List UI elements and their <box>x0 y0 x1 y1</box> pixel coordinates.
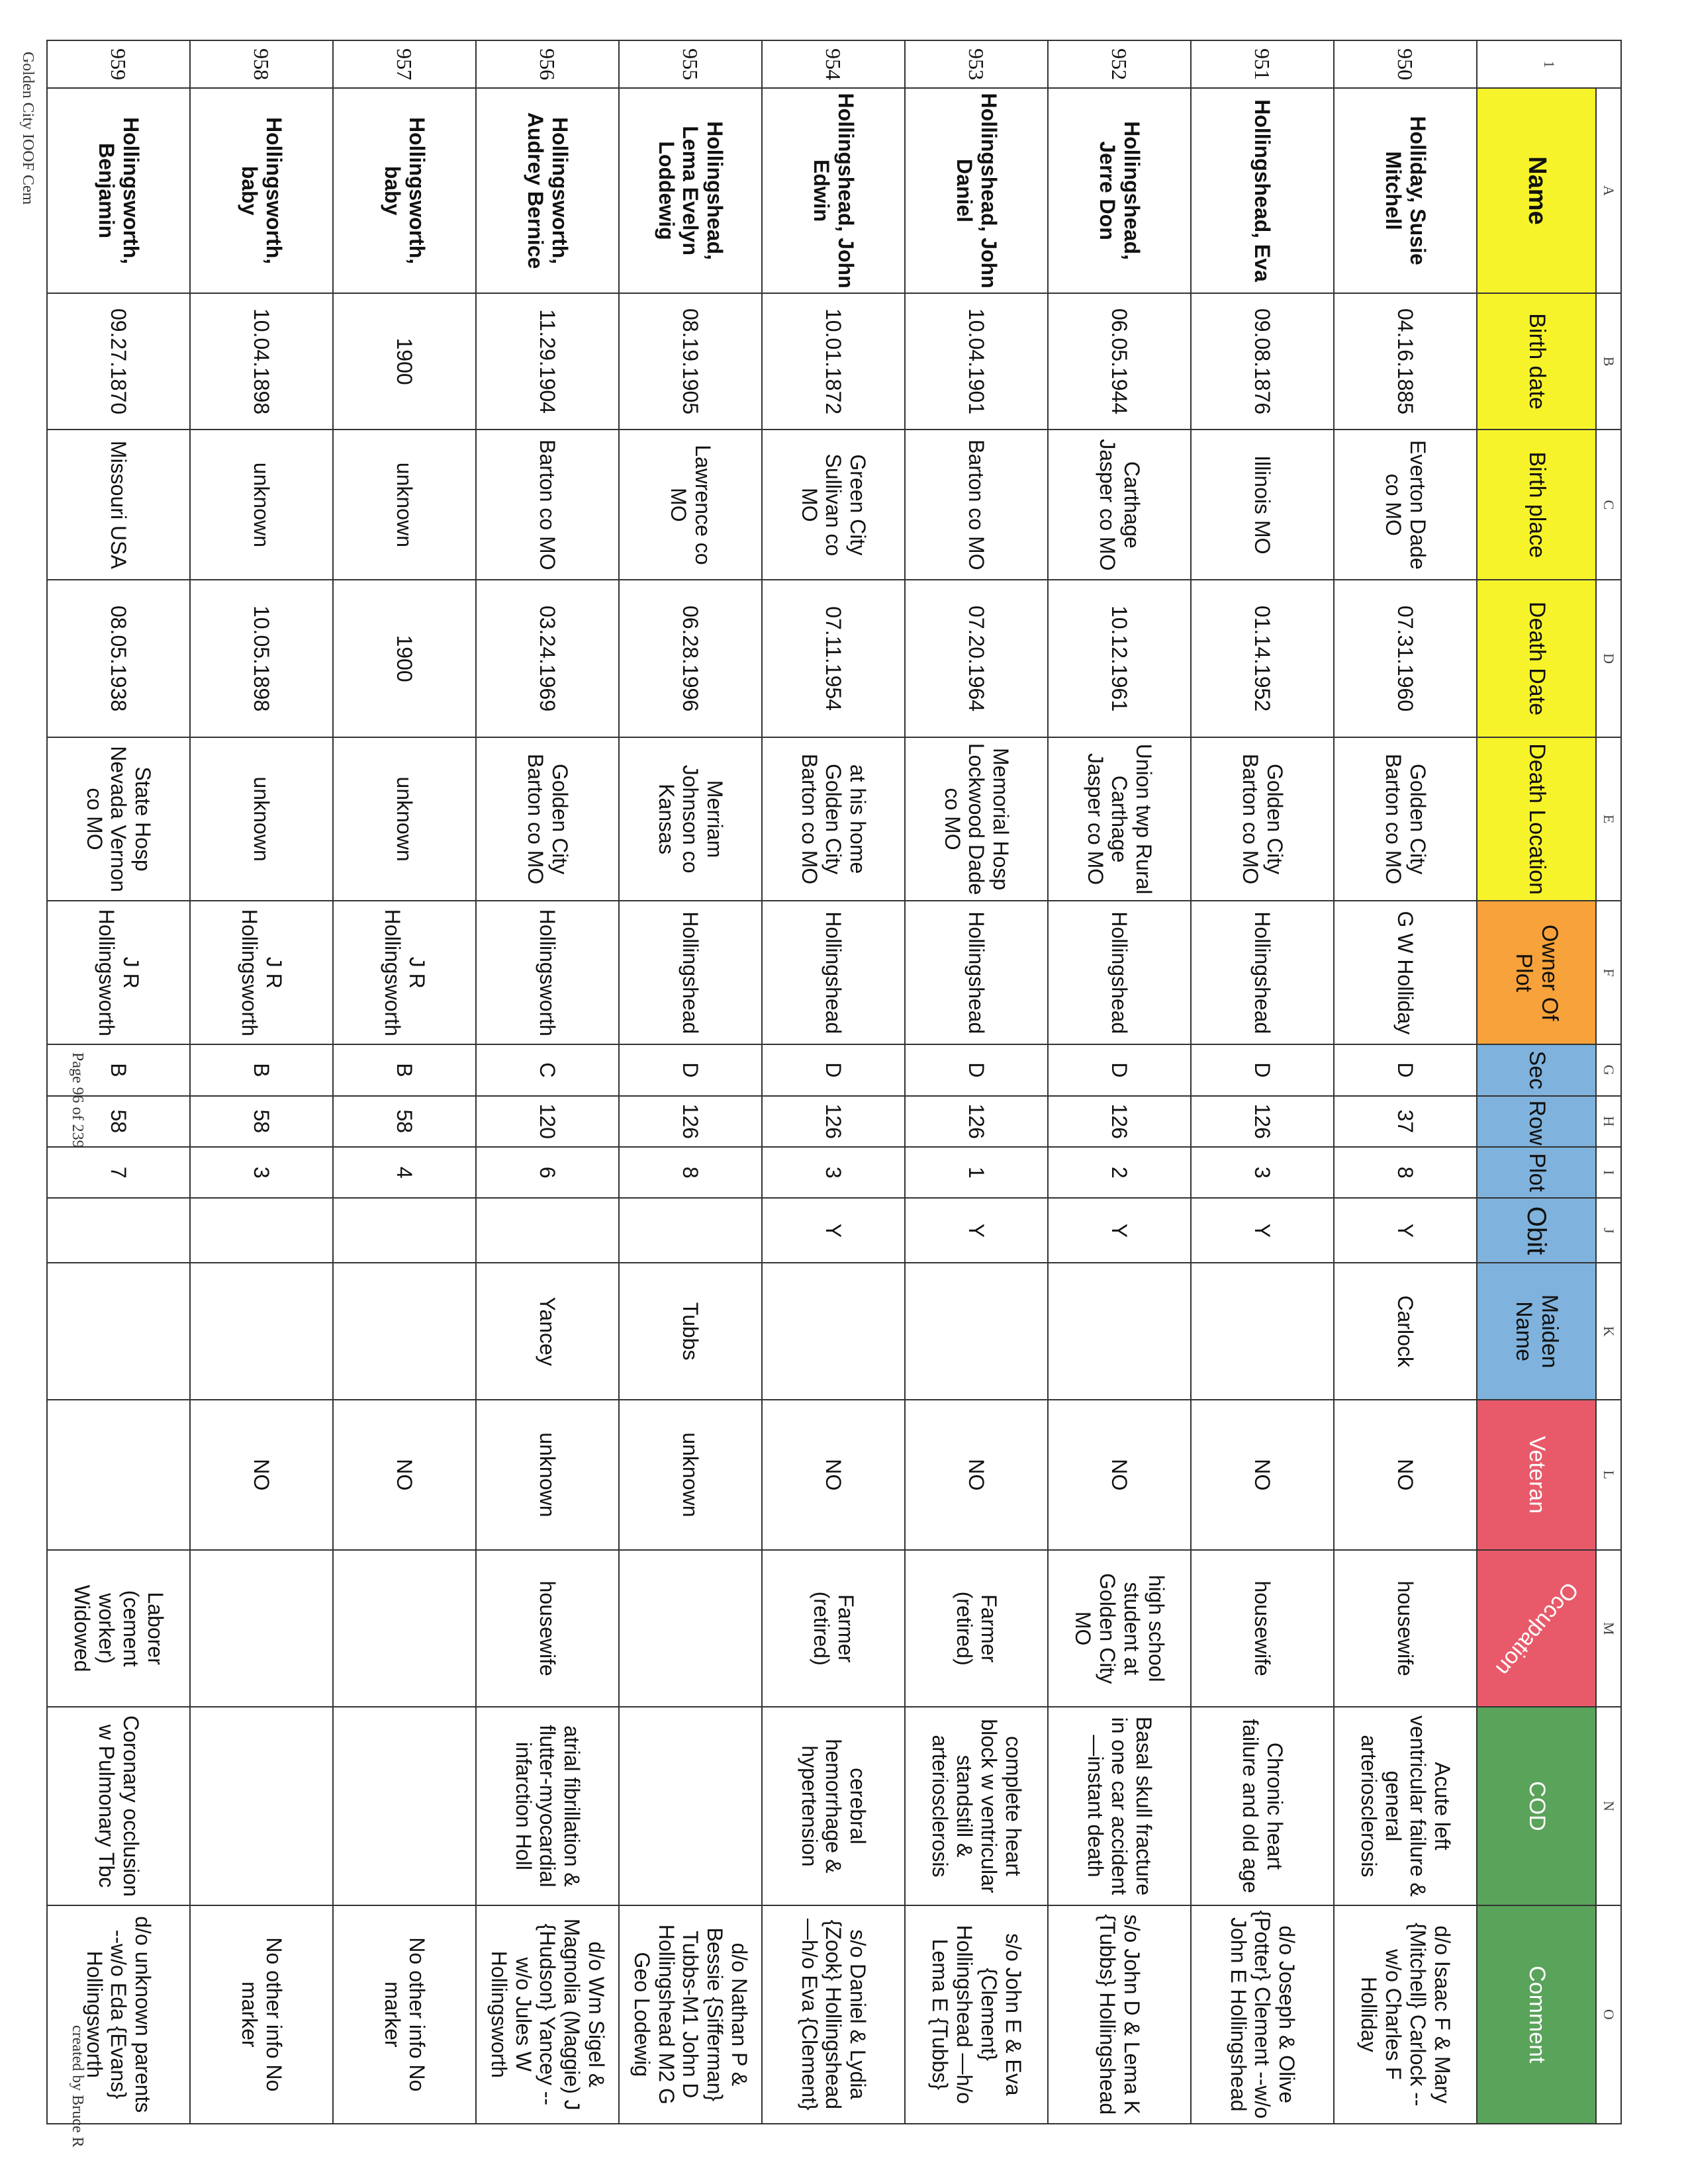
occupation-cell: housewife <box>476 1550 619 1707</box>
death-location-cell: Union twp Rural Carthage Jasper co MO <box>1048 737 1191 901</box>
death-date-cell: 07.11.1954 <box>762 580 905 737</box>
comment-cell: s/o Daniel & Lydia {Zook} Hollingshead —h/o Eva {Clement} <box>762 1905 905 2124</box>
header-row-col: Row <box>1477 1096 1596 1147</box>
plot-cell: 3 <box>1191 1147 1334 1198</box>
obit-cell <box>47 1198 190 1263</box>
table-row <box>762 40 905 2124</box>
maiden-name-cell: Tubbs <box>619 1263 762 1399</box>
name-cell: Hollingsworth, baby <box>333 88 476 293</box>
veteran-cell: NO <box>1191 1400 1334 1550</box>
comment-cell: d/o Joseph & Olive {Potter} Clement --w/o John E Hollingshead <box>1191 1905 1334 2124</box>
occupation-cell: high school student at Golden City MO <box>1048 1550 1191 1707</box>
sec-cell: D <box>1048 1044 1191 1095</box>
plot-cell: 4 <box>333 1147 476 1198</box>
cemetery-table <box>46 40 1622 2124</box>
header-plot: Plot <box>1477 1147 1596 1198</box>
obit-cell <box>333 1198 476 1263</box>
cod-cell <box>619 1707 762 1905</box>
birth-date-cell: 04.16.1885 <box>1334 293 1477 430</box>
birth-date-cell: 10.01.1872 <box>762 293 905 430</box>
death-location-cell: unknown <box>333 737 476 901</box>
row-number: 954 <box>762 40 905 88</box>
row-cell: 58 <box>333 1096 476 1147</box>
header-occupation-label: Occupation <box>1490 1576 1583 1681</box>
birth-place-cell: unknown <box>333 430 476 580</box>
birth-place-cell: unknown <box>190 430 333 580</box>
plot-cell: 3 <box>190 1147 333 1198</box>
death-date-cell: 06.28.1996 <box>619 580 762 737</box>
table-row <box>190 40 333 2124</box>
owner-cell: J R Hollingsworth <box>47 901 190 1044</box>
sec-cell: B <box>190 1044 333 1095</box>
obit-cell <box>476 1198 619 1263</box>
sec-cell: B <box>333 1044 476 1095</box>
row-cell: 126 <box>905 1096 1048 1147</box>
death-date-cell: 10.12.1961 <box>1048 580 1191 737</box>
table-row <box>476 40 619 2124</box>
veteran-cell: NO <box>905 1400 1048 1550</box>
sec-cell: D <box>762 1044 905 1095</box>
maiden-name-cell <box>190 1263 333 1399</box>
col-letter: A <box>1596 88 1621 293</box>
row-number: 958 <box>190 40 333 88</box>
name-cell: Hollingshead, Eva <box>1191 88 1334 293</box>
header-obit: Obit <box>1477 1198 1596 1263</box>
occupation-cell <box>190 1550 333 1707</box>
death-location-cell: State Hosp Nevada Vernon co MO <box>47 737 190 901</box>
name-cell: Hollingshead, John Edwin <box>762 88 905 293</box>
obit-cell: Y <box>1334 1198 1477 1263</box>
sec-cell: D <box>1191 1044 1334 1095</box>
plot-cell: 6 <box>476 1147 619 1198</box>
row-number: 951 <box>1191 40 1334 88</box>
header-maiden-name: Maiden Name <box>1477 1263 1596 1399</box>
cod-cell: Acute left ventricular failure & general arteriosclerosis <box>1334 1707 1477 1905</box>
owner-cell: Hollingshead <box>762 901 905 1044</box>
birth-place-cell: Illinois MO <box>1191 430 1334 580</box>
obit-cell: Y <box>1191 1198 1334 1263</box>
plot-cell: 3 <box>762 1147 905 1198</box>
veteran-cell: unknown <box>476 1400 619 1550</box>
death-location-cell: Golden City Barton co MO <box>476 737 619 901</box>
name-cell: Hollingshead, Jerre Don <box>1048 88 1191 293</box>
maiden-name-cell <box>47 1263 190 1399</box>
birth-place-cell: Barton co MO <box>476 430 619 580</box>
obit-cell <box>619 1198 762 1263</box>
header-name: Name <box>1477 88 1596 293</box>
col-letter: E <box>1596 737 1621 901</box>
owner-cell: Hollingshead <box>905 901 1048 1044</box>
cod-cell: atrial fibrillation & flutter-myocardial infarction Holl <box>476 1707 619 1905</box>
death-location-cell: Golden City Barton co MO <box>1334 737 1477 901</box>
col-letter: C <box>1596 430 1621 580</box>
cod-cell: cerebral hemorrhage & hypertension <box>762 1707 905 1905</box>
row-number: 959 <box>47 40 190 88</box>
sec-cell: D <box>619 1044 762 1095</box>
veteran-cell: unknown <box>619 1400 762 1550</box>
death-date-cell: 08.05.1938 <box>47 580 190 737</box>
birth-date-cell: 10.04.1901 <box>905 293 1048 430</box>
row-number: 953 <box>905 40 1048 88</box>
table-row <box>1334 40 1477 2124</box>
maiden-name-cell <box>333 1263 476 1399</box>
header-occupation <box>1477 1550 1596 1707</box>
row-cell: 58 <box>190 1096 333 1147</box>
table-row <box>333 40 476 2124</box>
col-letter: L <box>1596 1400 1621 1550</box>
col-letter: F <box>1596 901 1621 1044</box>
obit-cell <box>190 1198 333 1263</box>
birth-date-cell: 08.19.1905 <box>619 293 762 430</box>
comment-cell: s/o John E & Eva {Clement} Hollingshead —h/o Lema E {Tubbs} <box>905 1905 1048 2124</box>
name-cell: Hollingsworth, Audrey Bernice <box>476 88 619 293</box>
death-date-cell: 07.20.1964 <box>905 580 1048 737</box>
comment-cell: No other info No marker <box>190 1905 333 2124</box>
table-row <box>619 40 762 2124</box>
row-cell: 120 <box>476 1096 619 1147</box>
sec-cell: D <box>1334 1044 1477 1095</box>
sec-cell: C <box>476 1044 619 1095</box>
table-row <box>1191 40 1334 2124</box>
veteran-cell: NO <box>1048 1400 1191 1550</box>
cod-cell: Chronic heart failure and old age <box>1191 1707 1334 1905</box>
death-date-cell: 07.31.1960 <box>1334 580 1477 737</box>
birth-date-cell: 09.08.1876 <box>1191 293 1334 430</box>
veteran-cell <box>47 1400 190 1550</box>
veteran-cell: NO <box>190 1400 333 1550</box>
death-date-cell: 03.24.1969 <box>476 580 619 737</box>
occupation-cell <box>333 1550 476 1707</box>
header-owner-of-plot: Owner Of Plot <box>1477 901 1596 1044</box>
comment-cell: d/o Isaac F & Mary {Mitchell} Carlock --w/o Charles F Holliday <box>1334 1905 1477 2124</box>
row-number: 952 <box>1048 40 1191 88</box>
occupation-cell <box>619 1550 762 1707</box>
cod-cell <box>190 1707 333 1905</box>
col-letter: J <box>1596 1198 1621 1263</box>
veteran-cell: NO <box>1334 1400 1477 1550</box>
name-cell: Hollingshead, John Daniel <box>905 88 1048 293</box>
comment-cell: s/o John D & Lema K {Tubbs} Hollingshead <box>1048 1905 1191 2124</box>
footer-center: Page 96 of 239 <box>69 1052 86 1148</box>
birth-place-cell: Barton co MO <box>905 430 1048 580</box>
name-cell: Hollingsworth, Benjamin <box>47 88 190 293</box>
occupation-cell: housewife <box>1334 1550 1477 1707</box>
occupation-cell: Farmer (retired) <box>762 1550 905 1707</box>
row-cell: 37 <box>1334 1096 1477 1147</box>
death-location-cell: Golden City Barton co MO <box>1191 737 1334 901</box>
veteran-cell: NO <box>333 1400 476 1550</box>
header-comment: Comment <box>1477 1905 1596 2124</box>
maiden-name-cell <box>905 1263 1048 1399</box>
row-cell: 126 <box>762 1096 905 1147</box>
col-letter: K <box>1596 1263 1621 1399</box>
death-location-cell: Merriam Johnson co Kansas <box>619 737 762 901</box>
cod-cell: complete heart block w ventricular standstill & arteriosclerosis <box>905 1707 1048 1905</box>
cod-cell: Coronary occlusion w Pulmonary Tbc <box>47 1707 190 1905</box>
comment-cell: d/o unknown parents --w/o Eda {Evans} Hollingsworth <box>47 1905 190 2124</box>
cod-cell: Basal skull fracture in one car accident—instant death <box>1048 1707 1191 1905</box>
header-row <box>1477 40 1596 2124</box>
birth-place-cell: Missouri USA <box>47 430 190 580</box>
row-cell: 126 <box>1048 1096 1191 1147</box>
header-sec: Sec <box>1477 1044 1596 1095</box>
death-location-cell: at his home Golden City Barton co MO <box>762 737 905 901</box>
birth-place-cell: Carthage Jasper co MO <box>1048 430 1191 580</box>
comment-cell: d/o Nathan P & Bessie {Sifferman} Tubbs-M1 John D Hollingshead M2 G Geo Lodewig <box>619 1905 762 2124</box>
row-cell: 58 <box>47 1096 190 1147</box>
owner-cell: Hollingshead <box>1048 901 1191 1044</box>
owner-cell: J R Hollingsworth <box>333 901 476 1044</box>
death-date-cell: 01.14.1952 <box>1191 580 1334 737</box>
veteran-cell: NO <box>762 1400 905 1550</box>
owner-cell: J R Hollingsworth <box>190 901 333 1044</box>
birth-place-cell: Green City Sullivan co MO <box>762 430 905 580</box>
maiden-name-cell: Yancey <box>476 1263 619 1399</box>
table-row <box>1048 40 1191 2124</box>
birth-date-cell: 09.27.1870 <box>47 293 190 430</box>
maiden-name-cell <box>1048 1263 1191 1399</box>
obit-cell: Y <box>1048 1198 1191 1263</box>
col-letter: D <box>1596 580 1621 737</box>
plot-cell: 8 <box>619 1147 762 1198</box>
occupation-cell: Farmer (retired) <box>905 1550 1048 1707</box>
owner-cell: G W Holliday <box>1334 901 1477 1044</box>
comment-cell: d/o Wm Sigel & Magnolia (Maggie) J {Hudson} Yancey --w/o Jules W Hollingsworth <box>476 1905 619 2124</box>
birth-place-cell: Everton Dade co MO <box>1334 430 1477 580</box>
plot-cell: 8 <box>1334 1147 1477 1198</box>
col-letter: I <box>1596 1147 1621 1198</box>
row-number: 956 <box>476 40 619 88</box>
obit-cell: Y <box>762 1198 905 1263</box>
row-number: 955 <box>619 40 762 88</box>
row-cell: 126 <box>619 1096 762 1147</box>
table-body <box>47 40 1477 2124</box>
death-date-cell: 10.05.1898 <box>190 580 333 737</box>
death-location-cell: unknown <box>190 737 333 901</box>
death-location-cell: Memorial Hosp Lockwood Dade co MO <box>905 737 1048 901</box>
name-cell: Hollingsworth, baby <box>190 88 333 293</box>
row-number: 957 <box>333 40 476 88</box>
owner-cell: Hollingshead <box>619 901 762 1044</box>
footer-right: created by Bruce R <box>69 2025 86 2148</box>
col-letter: B <box>1596 293 1621 430</box>
name-cell: Holliday, Susie Mitchell <box>1334 88 1477 293</box>
header-birth-place: Birth place <box>1477 430 1596 580</box>
column-letter-row <box>1596 40 1621 2124</box>
maiden-name-cell: Carlock <box>1334 1263 1477 1399</box>
comment-cell: No other info No marker <box>333 1905 476 2124</box>
obit-cell: Y <box>905 1198 1048 1263</box>
col-letter: H <box>1596 1096 1621 1147</box>
row-cell: 126 <box>1191 1096 1334 1147</box>
occupation-cell: housewife <box>1191 1550 1334 1707</box>
birth-date-cell: 06.05.1944 <box>1048 293 1191 430</box>
table-row <box>905 40 1048 2124</box>
col-letter: N <box>1596 1707 1621 1905</box>
occupation-cell: Laborer (cement worker) Widowed <box>47 1550 190 1707</box>
plot-cell: 1 <box>905 1147 1048 1198</box>
plot-cell: 7 <box>47 1147 190 1198</box>
sec-cell: B <box>47 1044 190 1095</box>
owner-cell: Hollingshead <box>1191 901 1334 1044</box>
birth-date-cell: 11.29.1904 <box>476 293 619 430</box>
col-letter: O <box>1596 1905 1621 2124</box>
sec-cell: D <box>905 1044 1048 1095</box>
maiden-name-cell <box>762 1263 905 1399</box>
col-letter: M <box>1596 1550 1621 1707</box>
birth-date-cell: 1900 <box>333 293 476 430</box>
row-number: 950 <box>1334 40 1477 88</box>
plot-cell: 2 <box>1048 1147 1191 1198</box>
header-death-location: Death Location <box>1477 737 1596 901</box>
birth-date-cell: 10.04.1898 <box>190 293 333 430</box>
cod-cell <box>333 1707 476 1905</box>
header-veteran: Veteran <box>1477 1400 1596 1550</box>
header-cod: COD <box>1477 1707 1596 1905</box>
col-letter: G <box>1596 1044 1621 1095</box>
maiden-name-cell <box>1191 1263 1334 1399</box>
corner-cell: 1 <box>1477 40 1621 88</box>
name-cell: Hollingshead, Lema Evelyn Loddewig <box>619 88 762 293</box>
birth-place-cell: Lawrence co MO <box>619 430 762 580</box>
header-birth-date: Birth date <box>1477 293 1596 430</box>
header-death-date: Death Date <box>1477 580 1596 737</box>
owner-cell: Hollingsworth <box>476 901 619 1044</box>
death-date-cell: 1900 <box>333 580 476 737</box>
